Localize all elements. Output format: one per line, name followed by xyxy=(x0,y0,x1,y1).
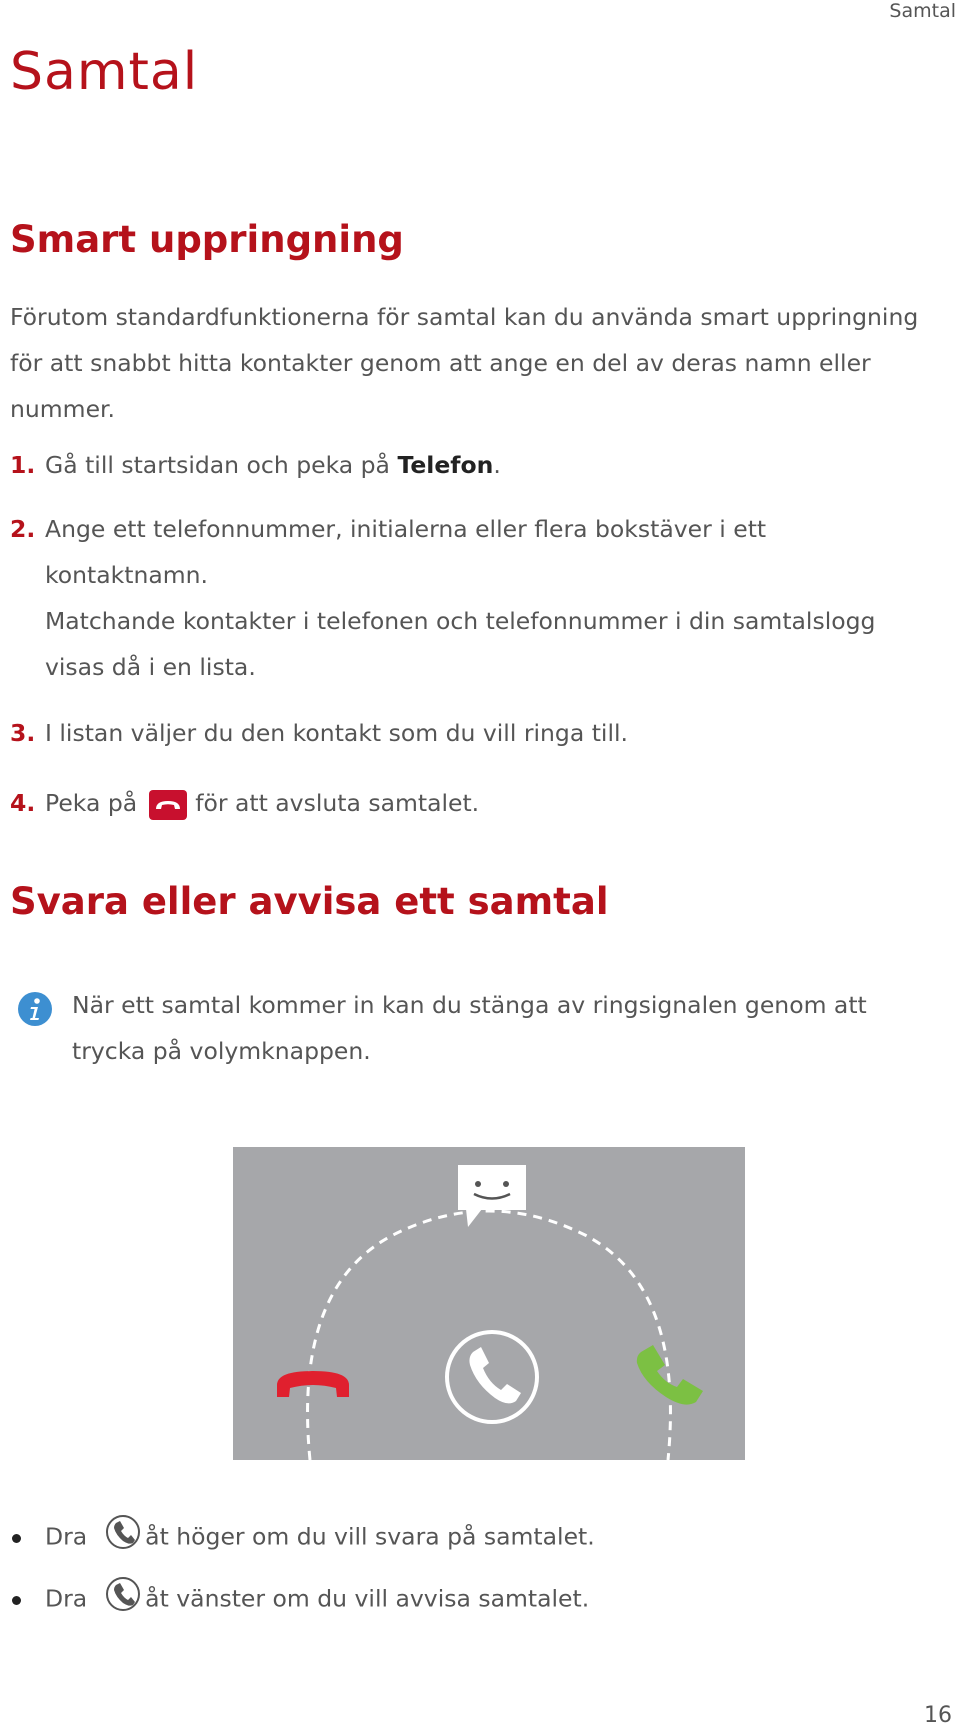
bullet-text: Dra xyxy=(45,1584,88,1613)
step-number: 1. xyxy=(10,451,36,479)
bullet-text: Dra xyxy=(45,1522,88,1551)
note-line: När ett samtal kommer in kan du stänga av ringsignalen genom att xyxy=(72,991,867,1019)
step-3 xyxy=(10,710,955,756)
step-text: Ange ett telefonnummer, initialerna eller flera bokstäver i ett xyxy=(45,515,767,543)
note-line: trycka på volymknappen. xyxy=(72,1037,371,1065)
reject-instruction xyxy=(12,1576,589,1624)
page-title: Samtal xyxy=(10,42,199,102)
step-4 xyxy=(10,780,955,826)
step-text: Peka på xyxy=(45,789,138,817)
answer-instruction xyxy=(12,1514,595,1562)
section-heading-answer-reject: Svara eller avvisa ett samtal xyxy=(10,880,609,923)
bullet-dot xyxy=(12,1596,21,1605)
ringtone-note xyxy=(72,982,952,1074)
section-heading-smart-dialing: Smart uppringning xyxy=(10,218,404,261)
step-number: 2. xyxy=(10,515,36,543)
bullet-text-end: åt höger om du vill svara på samtalet. xyxy=(145,1522,595,1551)
running-header: Samtal xyxy=(889,0,956,22)
step-text-end: för att avsluta samtalet. xyxy=(195,789,480,817)
step-1 xyxy=(10,442,955,488)
info-icon xyxy=(16,990,54,1032)
intro-paragraph xyxy=(10,294,955,432)
phone-icon xyxy=(105,1514,141,1562)
step-text: visas då i en lista. xyxy=(45,653,256,681)
bullet-dot xyxy=(12,1534,21,1543)
end-call-icon xyxy=(149,790,187,820)
step-text-end: . xyxy=(493,451,501,479)
bullet-text-end: åt vänster om du vill avvisa samtalet. xyxy=(145,1584,590,1613)
step-2 xyxy=(10,506,955,690)
intro-line: för att snabbt hitta kontakter genom att ange en del av deras namn eller xyxy=(10,349,871,377)
incoming-call-illustration xyxy=(233,1147,745,1460)
step-number: 4. xyxy=(10,789,36,817)
step-text: Matchande kontakter i telefonen och telefonnummer i din samtalslogg xyxy=(45,607,876,635)
phone-icon xyxy=(105,1576,141,1624)
intro-line: nummer. xyxy=(10,395,116,423)
telefon-label: Telefon xyxy=(397,451,494,479)
message-icon xyxy=(458,1165,526,1227)
page-number: 16 xyxy=(924,1703,952,1728)
step-text: kontaktnamn. xyxy=(45,561,209,589)
step-text: Gå till startsidan och peka på xyxy=(45,451,398,479)
end-call-icon xyxy=(277,1371,349,1397)
step-text: I listan väljer du den kontakt som du vill ringa till. xyxy=(45,719,628,747)
step-number: 3. xyxy=(10,719,36,747)
phone-icon xyxy=(447,1332,537,1422)
intro-line: Förutom standardfunktionerna för samtal kan du använda smart uppringning xyxy=(10,303,919,331)
